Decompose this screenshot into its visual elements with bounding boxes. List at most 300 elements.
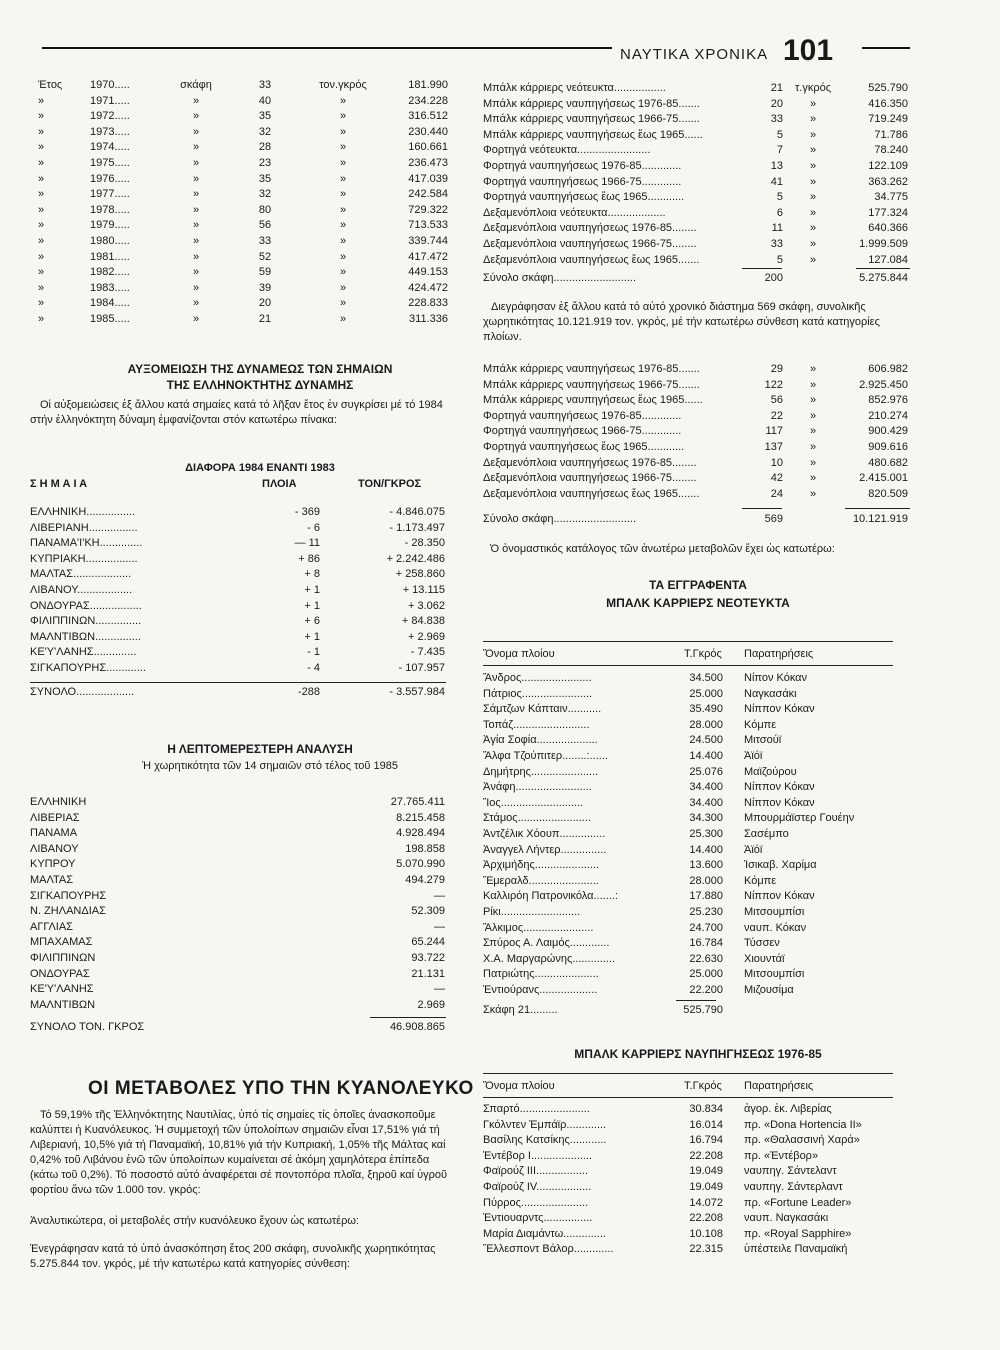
category-count: 21 [770,82,783,94]
regnew-col-name: Ὄνομα πλοίου [483,648,555,660]
ship-name: Βασίλης Κατσίκης............ [483,1134,607,1147]
ship-gross: 14.400 [689,843,723,856]
ship-note: πρ. «Royal Sapphire» [744,1227,852,1240]
row-tonnage: 236.473 [408,156,448,169]
ship-row [483,843,913,859]
row-tonnage: 449.153 [408,266,448,279]
ship-name: Ἐντέβορ Ι.................... [483,1149,593,1162]
regnew-total-gross: 525.790 [683,1004,723,1016]
category-row [483,143,913,159]
category-unit: » [809,128,817,141]
flag-capacity-row [30,857,450,873]
flag-tons: - 7.435 [410,646,445,659]
category-count: 117 [765,425,783,438]
category-count: 5 [776,128,783,141]
flag-diff-row [30,614,450,630]
capacity-flag: ΜΠΑΧΑΜΑΣ [30,936,93,949]
capacity-value: 8.215.458 [396,811,445,824]
category-count: 137 [764,440,783,453]
capacity-value: 2.969 [417,998,445,1011]
regcat-total-count: 200 [764,272,783,284]
flag-diff-row [30,583,450,599]
regnew-table [483,671,913,998]
ship-name: Μαρία Διαμάντω.............. [483,1227,606,1240]
row-year: 1984..... [90,297,130,310]
capacity-flag: ΛΙΒΑΝΟΥ [30,842,79,855]
row-year: 1978..... [90,203,130,216]
ship-gross: 10.108 [689,1227,723,1240]
ship-note: Νίππον Κόκαν [744,781,815,794]
category-row [483,440,913,456]
col-flag-header: Σ Η Μ Α Ι Α [30,478,88,490]
flag-ships: + 6 [304,615,320,628]
row-kind: σκάφη [180,79,212,91]
category-tons: 71.786 [874,128,908,141]
page-number: 101 [783,34,834,67]
ship-gross: 25.230 [689,905,723,918]
ship-row [483,936,913,952]
row-count: 21 [258,312,272,325]
detailed-table [30,795,450,1013]
flag-diff-row [30,661,450,677]
flag-tons: + 3.062 [407,599,445,612]
row-tonnage: 339.744 [408,234,448,247]
col-tons-header: ΤΟΝ/ΓΚΡΟΣ [358,478,422,490]
category-name: Δεξαμενόπλοια νεότευκτα................... [483,206,666,219]
capacity-flag: ΟΝΔΟΥΡΑΣ [30,967,90,980]
flag-diff-row [30,536,450,552]
year-row [38,312,458,328]
category-name: Φορτηγά ναυπηγήσεως 1966-75............. [483,425,682,438]
regcat-total [483,271,913,287]
delcat-total-tons: 10.121.919 [852,513,908,525]
row-kind: » [192,141,200,154]
row-year: 1977..... [90,188,130,201]
category-name: Δεξαμενόπλοια ναυπηγήσεως ἕως 1965....... [483,253,700,266]
ship-gross: 25.000 [689,687,723,700]
flag-capacity-row [30,811,450,827]
category-unit: » [809,222,817,235]
capacity-flag: Ν. ΖΗΛΑΝΔΙΑΣ [30,905,106,918]
year-row [38,78,458,94]
ship-note: Μαϊζούρου [744,765,797,778]
row-year: 1973..... [90,125,130,138]
capacity-value: — [434,889,445,902]
regnew-col-gross: Τ.Γκρός [684,648,722,660]
regcat-total-tons: 5.275.844 [859,272,908,284]
category-tons: 363.262 [868,175,908,188]
row-count: 33 [258,79,272,91]
ship-note: Ἀϊόϊ [744,749,763,762]
ship-name: Φαϊρούζ ΙΙΙ................. [483,1165,588,1178]
row-unit: » [339,125,347,138]
category-unit: » [809,472,817,485]
ship-name: Ἀντζέλικ Χόουπ............... [483,827,606,840]
ship-note: ναυπηγ. Σάντερλαντ [744,1180,843,1193]
row-label: » [38,297,45,310]
flag-name: ΚΕ'Υ'ΛΑΝΗΣ.............. [30,646,137,659]
category-name: Μπάλκ κάρριερς νεότευκτα................. [483,82,666,94]
row-unit: » [339,250,347,263]
row-kind: » [192,203,200,216]
header-rule-left [42,47,612,49]
year-row [38,250,458,266]
ship-gross: 25.076 [689,765,723,778]
ship-name: Πατριώτης..................... [483,968,599,981]
flag-diff-row [30,630,450,646]
row-label: » [38,312,45,325]
category-row [483,487,913,503]
flag-tons: - 4.846.075 [389,506,445,518]
row-year: 1974..... [90,141,130,154]
category-row [483,221,913,237]
bulk1976-header-rule [483,1097,893,1098]
row-unit: » [339,281,347,294]
ship-gross: 34.400 [689,781,723,794]
category-tons: 820.509 [868,487,908,500]
ship-note: Μιτσουμπίσι [744,968,805,981]
delcat-total-count: 569 [764,513,783,525]
category-tons: 177.324 [868,206,908,219]
category-name: Φορτηγά ναυπηγήσεως 1976-85............. [483,159,682,172]
flag-capacity-row [30,982,450,998]
row-tonnage: 160.661 [408,141,448,154]
category-count: 22 [770,409,783,422]
ship-note: Χιουντάϊ [744,952,785,965]
capacity-value: — [434,920,445,933]
category-row [483,190,913,206]
flag-diff-row [30,505,450,521]
ship-note: Μιτσούϊ [744,734,782,747]
ship-name: Ἀναγγελ Λήντερ............... [483,843,607,856]
row-kind: » [192,94,200,107]
category-tons: 719.249 [868,113,908,126]
flag-capacity-row [30,842,450,858]
year-row [38,265,458,281]
header-rule-right [862,47,910,49]
ship-row [483,1102,913,1118]
total-tons: - 3.557.984 [389,686,445,698]
row-label: Έτος [38,79,63,91]
ship-note: Νίπον Κόκαν [744,672,808,684]
flag-capacity-row [30,904,450,920]
delcat-rule-count [742,508,782,509]
row-tonnage: 181.990 [408,79,448,91]
ship-note: ναυπ. Κόκαν [744,921,807,934]
row-kind: » [192,312,200,325]
category-count: 20 [770,97,783,110]
category-tons: 78.240 [874,144,908,157]
regnew-title-2: ΜΠΑΛΚ ΚΑΡΡΙΕΡΣ ΝΕΟΤΕΥΚΤΑ [606,596,790,610]
flag-ships: + 1 [304,630,320,643]
row-label: » [38,281,45,294]
row-tonnage: 424.472 [408,281,448,294]
capacity-flag: ΦΙΛΙΠΠΙΝΩΝ [30,951,96,964]
row-kind: » [192,188,200,201]
category-count: 122 [764,378,783,391]
category-unit: » [809,237,817,250]
ship-note: ναυπ. Ναγκασάκι [744,1212,829,1225]
flag-name: ΟΝΔΟΥΡΑΣ................. [30,599,142,612]
ship-name: Φαϊρούζ ΙV.................. [483,1180,592,1193]
flag-ships: - 369 [294,506,320,518]
row-tonnage: 228.833 [408,297,448,310]
category-row [483,393,913,409]
row-count: 33 [258,234,272,247]
category-name: Μπάλκ κάρριερς ναυπηγήσεως 1976-85....... [483,363,700,375]
flag-capacity-row [30,920,450,936]
flag-ships: - 6 [307,521,320,534]
category-row [483,159,913,175]
increase-total [30,685,450,701]
capacity-value: 21.131 [411,967,445,980]
ship-name: Ἁγία Σοφία.................... [483,734,598,747]
ship-name: Καλλιρόη Πατρονικόλα.......: [483,890,618,903]
bulk1976-top-rule [483,1073,893,1074]
row-count: 39 [258,281,272,294]
detailed-title: Η ΛΕΠΤΟΜΕΡΕΣΤΕΡΗ ΑΝΑΛΥΣΗ [167,742,353,756]
ship-gross: 30.834 [689,1103,723,1115]
ship-name: Τοπάζ......................... [483,718,590,731]
increase-title-2: ΤΗΣ ΕΛΛΗΝΟΚΤΗΤΗΣ ΔΥΝΑΜΗΣ [166,378,354,392]
capacity-value: 198.858 [405,842,445,855]
category-row [483,237,913,253]
row-unit: » [339,172,347,185]
ship-name: Ἄλφα Τζούπιτερ........:...... [483,749,608,762]
ship-gross: 35.490 [689,703,723,716]
category-name: Φορτηγά ναυπηγήσεως ἕως 1965............ [483,440,685,453]
flag-name: ΣΙΓΚΑΠΟΥΡΗΣ............. [30,661,146,674]
years-table [38,78,458,328]
ship-note: πρ. «Ἐντέβορ» [744,1149,819,1162]
flag-capacity-row [30,826,450,842]
category-count: 33 [770,237,783,250]
ship-gross: 34.500 [689,672,723,684]
flag-capacity-row [30,873,450,889]
ship-gross: 16.784 [689,937,723,950]
category-row [483,81,913,97]
row-kind: » [192,266,200,279]
category-unit: » [809,97,817,110]
ship-gross: 28.000 [689,718,723,731]
ship-row [483,718,913,734]
flag-diff-row [30,567,450,583]
category-tons: 2.415.001 [859,472,908,485]
ship-row [483,1133,913,1149]
row-kind: » [192,219,200,232]
ship-gross: 17.880 [689,890,723,903]
ship-row [483,765,913,781]
article-paragraph-3: Ἐνεγράφησαν κατά τό ὑπό ἀνασκόπηση ἔτος 200 σκάφη, συνολικῆς χωρητικότητας 5.275.844 τον. γκρός, μέ τήν κατωτέρω κατά κατηγορίες σύνθεση: [30,1243,436,1270]
category-unit: » [809,363,817,375]
flag-capacity-row [30,951,450,967]
category-row [483,97,913,113]
ship-gross: 34.300 [689,812,723,825]
flag-tons: + 258.860 [395,568,445,581]
row-unit: » [339,219,347,232]
ship-name: Δημήτρης...................... [483,765,599,778]
registered-category-table [483,81,913,268]
category-count: 29 [770,363,783,375]
ship-note: Νίππον Κόκαν [744,890,815,903]
regcat-total-label: Σύνολο σκάφη........................... [483,272,637,284]
category-row [483,175,913,191]
row-label: » [38,266,45,279]
year-row [38,94,458,110]
ship-name: Πύρρος...................... [483,1196,589,1209]
row-kind: » [192,297,200,310]
capacity-flag: ΛΙΒΕΡΙΑΣ [30,811,80,824]
ship-row [483,1149,913,1165]
flag-capacity-row [30,998,450,1014]
category-unit: » [809,144,817,157]
category-tons: 416.350 [868,97,908,110]
row-label: » [38,172,45,185]
magazine-title: ΝΑΥΤΙΚΑ ΧΡΟΝΙΚΑ [620,46,769,63]
category-name: Φορτηγά ναυπηγήσεως 1976-85............. [483,409,682,422]
flag-capacity-row [30,967,450,983]
ship-row [483,1211,913,1227]
ship-gross: 19.049 [689,1180,723,1193]
ship-gross: 13.600 [689,859,723,872]
row-label: » [38,219,45,232]
row-label: » [38,94,45,107]
category-name: Δεξαμενόπλοια ναυπηγήσεως 1966-75........ [483,472,697,485]
ship-row [483,1180,913,1196]
category-count: 56 [770,394,783,407]
detailed-subtitle: Ἡ χωρητικότητα τῶν 14 σημαιῶν στό τέλος τοῦ 1985 [142,760,398,772]
delcat-rule-tons [845,508,910,509]
capacity-value: — [434,983,445,996]
ship-gross: 16.794 [689,1134,723,1147]
regnew-title-1: ΤΑ ΕΓΓΡΑΦΕΝΤΑ [649,578,747,592]
row-year: 1979..... [90,219,130,232]
category-name: Δεξαμενόπλοια ναυπηγήσεως 1976-85........ [483,456,697,469]
row-count: 56 [258,219,272,232]
ship-row [483,702,913,718]
row-year: 1981..... [90,250,130,263]
bulk1976-col-notes: Παρατηρήσεις [744,1080,814,1092]
category-tons: 127.084 [868,253,908,266]
row-unit: » [339,297,347,310]
row-unit: » [339,266,347,279]
detailed-total [30,1020,450,1036]
ship-name: Ἐντιούρανς................... [483,983,598,996]
year-row [38,109,458,125]
category-unit: » [809,206,817,219]
ship-row [483,827,913,843]
row-kind: » [192,172,200,185]
category-unit: » [809,394,817,407]
flag-name: ΠΑΝΑΜΑ'Ι'ΚΗ.............. [30,537,143,550]
flag-capacity-row [30,935,450,951]
row-year: 1971..... [90,94,130,107]
ship-name: Ἀρχιμήδης..................... [483,859,599,872]
capacity-flag: ΜΑΛΝΤΙΒΩΝ [30,998,96,1011]
category-tons: 480.682 [868,456,908,469]
ship-name: Γκόλντεν Ἐμπάϊρ............. [483,1118,607,1131]
row-label: » [38,250,45,263]
ship-gross: 28.000 [689,874,723,887]
row-year: 1983..... [90,281,130,294]
category-row [483,112,913,128]
row-count: 80 [258,203,272,216]
article-title: ΟΙ ΜΕΤΑΒΟΛΕΣ ΥΠΟ ΤΗΝ ΚΥΑΝΟΛΕΥΚΟ [88,1078,474,1099]
row-kind: » [192,156,200,169]
category-row [483,424,913,440]
row-year: 1970..... [90,79,130,91]
category-name: Μπάλκ κάρριερς ναυπηγήσεως 1966-75....... [483,378,700,391]
row-label: » [38,156,45,169]
row-label: » [38,141,45,154]
category-name: Δεξαμενόπλοια ναυπηγήσεως 1976-85........ [483,222,697,235]
regnew-total-label: Σκάφη 21......... [483,1004,558,1016]
flag-tons: + 2.242.486 [386,552,445,565]
ship-note: Κόμπε [744,718,777,731]
row-unit: » [339,156,347,169]
category-row [483,471,913,487]
category-count: 24 [770,487,783,500]
category-tons: 852.976 [868,394,908,407]
category-tons: 909.616 [868,440,908,453]
flag-ships: + 86 [298,552,320,565]
flag-diff-row [30,521,450,537]
year-row [38,140,458,156]
flag-ships: - 1 [307,646,320,659]
ship-row [483,796,913,812]
category-unit: » [809,378,817,391]
flag-tons: - 107.957 [398,661,445,674]
ship-note: Νίππον Κόκαν [744,796,815,809]
capacity-flag: ΑΓΓΛΙΑΣ [30,920,73,933]
ship-row [483,889,913,905]
ship-note: Μιζουσίμα [744,983,794,996]
row-count: 23 [258,156,272,169]
category-name: Μπάλκ κάρριερς ναυπηγήσεως 1976-85....... [483,97,700,110]
row-year: 1975..... [90,156,130,169]
regnew-total-rule [676,1000,716,1001]
category-count: 5 [776,191,783,204]
ship-row [483,905,913,921]
row-kind: » [192,125,200,138]
row-unit: » [339,110,347,123]
category-tons: 1.999.509 [859,237,908,250]
row-label: » [38,125,45,138]
flag-capacity-row [30,795,450,811]
increase-paragraph: Οἱ αὐξομειώσεις ἐξ ἄλλου κατά σημαίες κατά τό λῆξαν ἔτος ἐν συγκρίσει μέ τό 1984 στήν ἑλληνόκτητη δύναμη ἐμφανίζονται στόν κατωτέρω πίνακα: [30,399,443,426]
year-row [38,172,458,188]
ship-note: ἀγορ. ἐκ. Λιβερίας [744,1103,832,1115]
category-name: Φορτηγά ναυπηγήσεως 1966-75............. [483,175,682,188]
row-year: 1976..... [90,172,130,185]
row-year: 1980..... [90,234,130,247]
category-count: 13 [770,159,783,172]
category-name: Μπάλκ κάρριερς ναυπηγήσεως ἕως 1965...... [483,394,703,407]
diff-subtitle: ΔΙΑΦΟΡΑ 1984 ΕΝΑΝΤΙ 1983 [185,462,335,474]
capacity-value: 4.928.494 [396,827,445,840]
row-unit: » [339,141,347,154]
bulk1976-title: ΜΠΑΛΚ ΚΑΡΡΙΕΡΣ ΝΑΥΠΗΓΗΣΕΩΣ 1976-85 [574,1047,822,1061]
category-row [483,409,913,425]
category-count: 11 [771,222,783,235]
ship-gross: 22.315 [689,1243,723,1256]
ship-row [483,858,913,874]
category-unit: » [809,253,817,266]
ship-row [483,780,913,796]
capacity-value: 494.279 [405,873,445,886]
name-list-intro: Ὁ ὀνομαστικός κατάλογος τῶν ἀνωτέρω μεταβολῶν ἔχει ὡς κατωτέρω: [490,543,835,555]
ship-row [483,1196,913,1212]
